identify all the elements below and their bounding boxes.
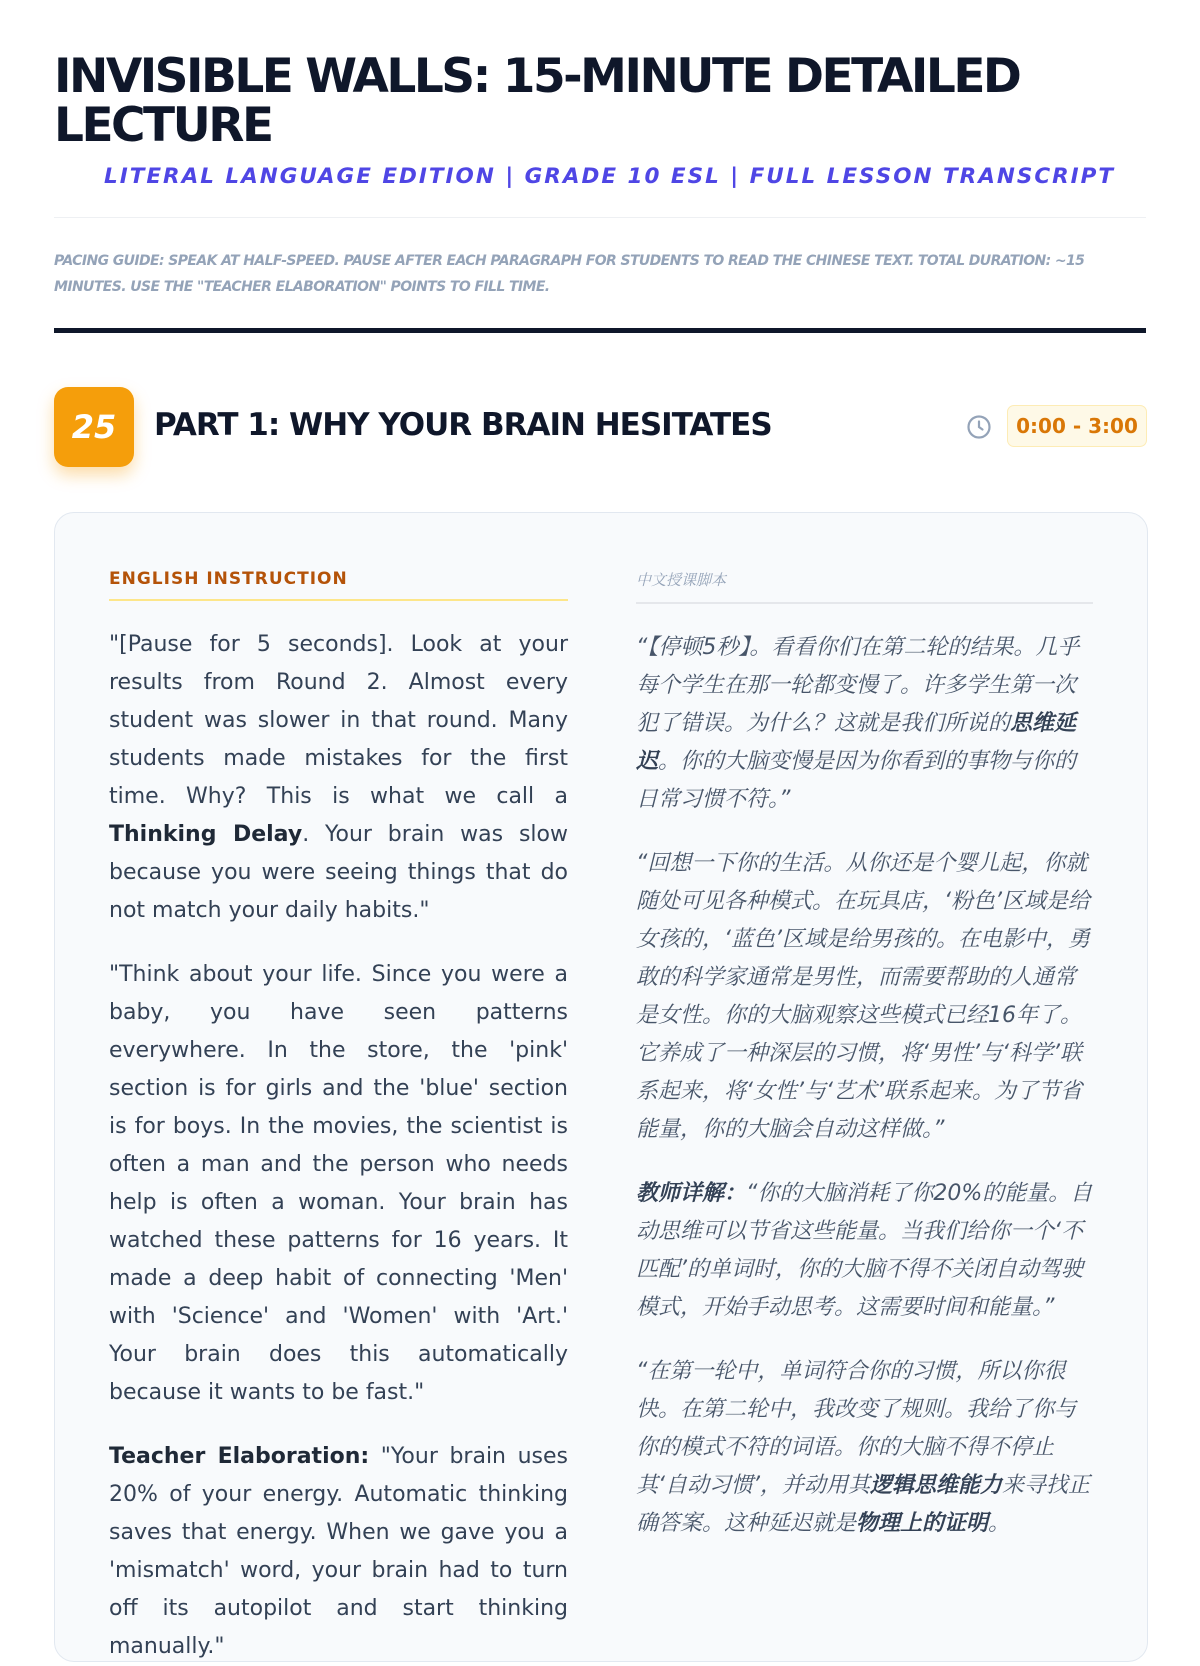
text: "[Pause for 5 seconds]. Look at your results from Round 2. Almost every student was slower in that round. Many students made mistakes for the first time. Why? This is what we call a (109, 632, 568, 809)
english-paragraph-2: "Think about your life. Since you were a baby, you have seen patterns everywhere. In the store, the 'pink' section is for girls and the 'blue' section is for boys. In the movies, the scientist is often a man and the person who needs help is often a woman. Your brain has watched these patterns for 16 years. It made a deep habit of connecting 'Men' with 'Science' and 'Women' with 'Art.' Your brain does this automatically because it wants to be fast." (109, 962, 568, 1405)
text: . Your brain was slow because you were seeing things that do not match your daily habits." (109, 822, 568, 923)
time-range-badge: 0:00 - 3:00 (1007, 405, 1147, 447)
text: 。 (988, 1511, 1011, 1536)
elaboration-label: Teacher Elaboration: (109, 1444, 370, 1469)
text: 来寻找正确答案。这种延迟就是 (636, 1473, 1091, 1536)
divider (54, 217, 1146, 218)
part-badge: 25 (54, 387, 134, 467)
english-column (109, 569, 568, 1661)
lesson-card (54, 512, 1148, 1662)
chinese-heading: 中文授课脚本 (636, 569, 1093, 604)
key-term: 思维延迟 (636, 711, 1077, 774)
clock-icon (966, 414, 992, 440)
chinese-paragraph-1 (636, 629, 1093, 819)
text: “你的大脑消耗了你20%的能量。自动思维可以节省这些能量。当我们给你一个‘不匹配’的单词时，你的大脑不得不关闭自动驾驶模式，开始手动思考。这需要时间和能量。” (636, 1181, 1093, 1320)
key-term: Thinking Delay (109, 822, 303, 847)
chinese-paragraph-2: “回想一下你的生活。从你还是个婴儿起，你就随处可见各种模式。在玩具店，‘粉色’区域是给女孩的，‘蓝色’区域是给男孩的。在电影中，勇敢的科学家通常是男性，而需要帮助的人通常是女性。你的大脑观察这些模式已经16年了。它养成了一种深层的习惯，将‘男性’与‘科学’联系起来，将‘女性’与‘艺术’联系起来。为了节省能量，你的大脑会自动这样做。” (636, 851, 1090, 1142)
english-paragraph-1 (109, 626, 568, 930)
text: “在第一轮中，单词符合你的习惯，所以你很快。在第二轮中，我改变了规则。我给了你与你的模式不符的词语。你的大脑不得不停止其‘自动习惯’，并动用其 (636, 1359, 1077, 1498)
key-term: 物理上的证明 (856, 1511, 989, 1536)
text: "Your brain uses 20% of your energy. Automatic thinking saves that energy. When we gave you a 'mismatch' word, your brain had to turn off its autopilot and start thinking manually." (109, 1444, 568, 1659)
page-subtitle: LITERAL LANGUAGE EDITION | GRADE 10 ESL | FULL LESSON TRANSCRIPT (104, 164, 1116, 189)
english-heading: ENGLISH INSTRUCTION (109, 569, 568, 601)
chinese-column (636, 569, 1093, 1661)
section-divider (54, 328, 1146, 333)
chinese-paragraph-3 (636, 1175, 1093, 1327)
english-paragraph-3 (109, 1438, 568, 1666)
part-header (54, 387, 1146, 467)
key-term: 逻辑思维能力 (870, 1473, 1003, 1498)
part-title: PART 1: WHY YOUR BRAIN HESITATES (154, 407, 772, 443)
chinese-paragraph-4 (636, 1353, 1093, 1543)
text: “【停顿5秒】。看看你们在第二轮的结果。几乎每个学生在那一轮都变慢了。许多学生第一次犯了错误。为什么？这就是我们所说的 (636, 635, 1080, 736)
text: 。你的大脑变慢是因为你看到的事物与你的日常习惯不符。” (636, 749, 1077, 812)
page-title: INVISIBLE WALLS: 15-MINUTE DETAILED LECTURE (54, 49, 1020, 153)
elaboration-label: 教师详解： (636, 1181, 747, 1206)
pacing-guide: PACING GUIDE: SPEAK AT HALF-SPEED. PAUSE AFTER EACH PARAGRAPH FOR STUDENTS TO READ THE CHINESE TEXT. TOTAL DURATION: ~15 MINUTES. USE THE "TEACHER ELABORATION" POINTS TO FILL TIME. (54, 253, 1085, 295)
